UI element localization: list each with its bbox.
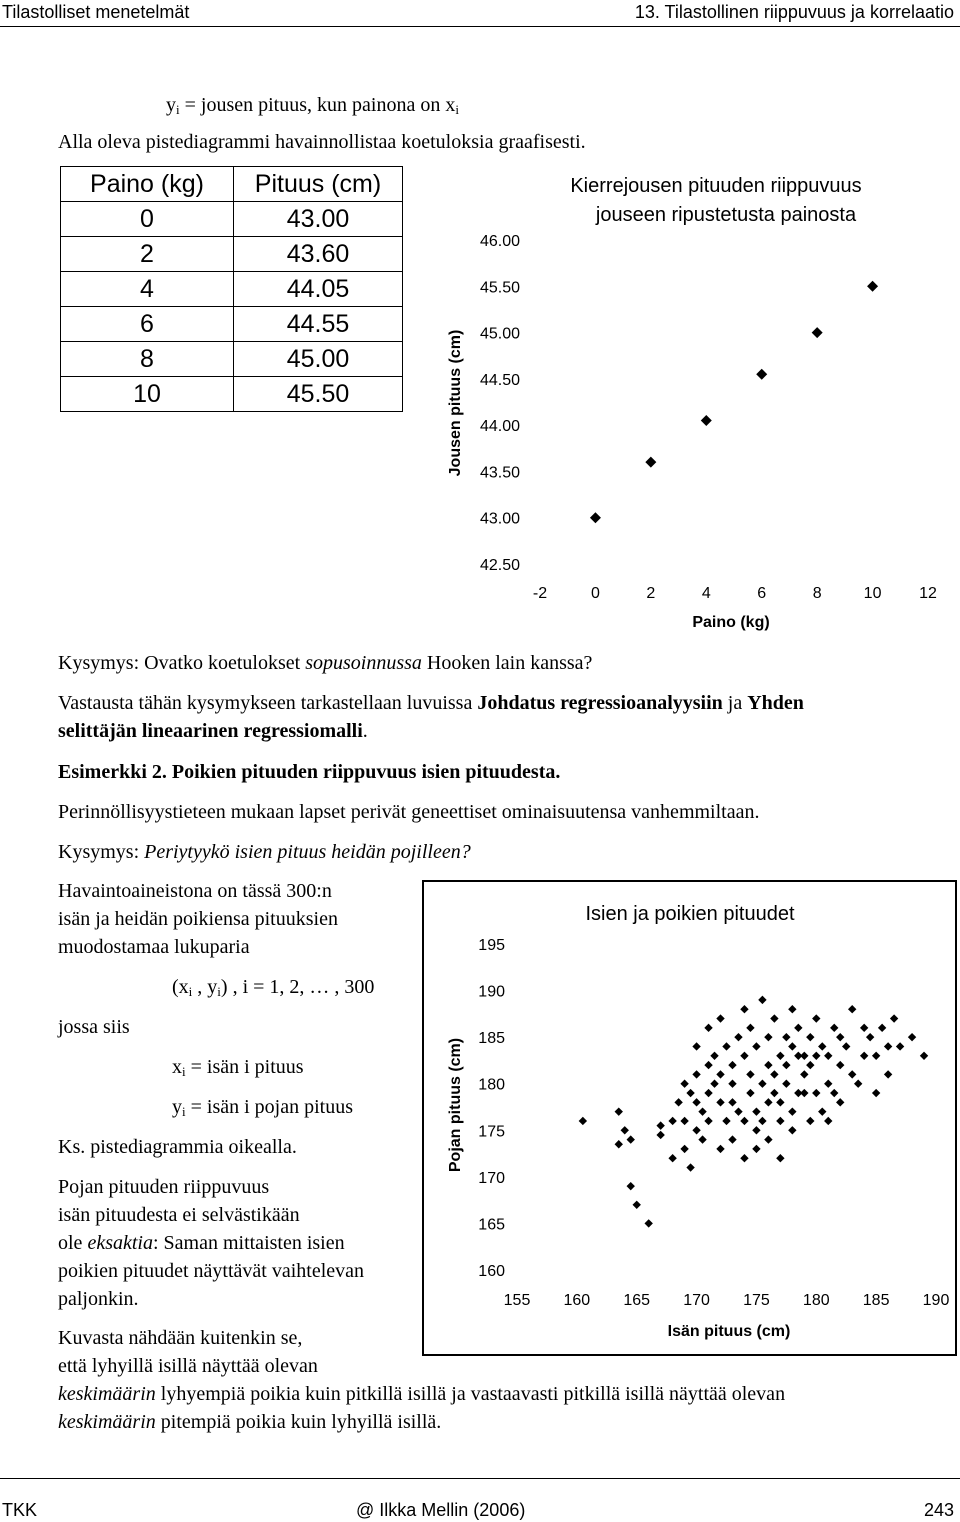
chart2-point xyxy=(764,1061,772,1069)
chart2-point xyxy=(615,1140,623,1148)
chart2-point xyxy=(776,1154,784,1162)
chart2-point xyxy=(692,1070,700,1078)
chart2-point xyxy=(860,1024,868,1032)
chart2-point xyxy=(896,1042,904,1050)
data-description-line1: Havaintoaineistona on tässä 300:n xyxy=(58,880,332,902)
conclusion-line3-rest: lyhyempiä poikia kuin pitkillä isillä ja vastaavasti pitkillä isillä näyttää olevan xyxy=(155,1383,786,1405)
chart2-point xyxy=(764,1135,772,1143)
chart2-point xyxy=(716,1098,724,1106)
chart2-point xyxy=(579,1117,587,1125)
chart2-point xyxy=(752,1107,760,1115)
def-x-sub: i xyxy=(455,102,459,117)
chart2-point xyxy=(764,1098,772,1106)
chart2-point xyxy=(800,1070,808,1078)
chart2-point xyxy=(758,1080,766,1088)
yi-sub: i xyxy=(182,1104,186,1119)
pair-sub-1: i xyxy=(188,984,193,999)
question-hooke-suffix: Hooken lain kanssa? xyxy=(421,652,593,674)
chart1-y-tick-label: 42.50 xyxy=(479,557,520,574)
chart2-point xyxy=(878,1024,886,1032)
pair-formula xyxy=(172,973,374,1006)
chart2-point xyxy=(764,1033,772,1041)
chart2-y-tick-label: 160 xyxy=(478,1263,505,1280)
chart2-point xyxy=(830,1024,838,1032)
chart2-point xyxy=(704,1024,712,1032)
chart2-point xyxy=(842,1042,850,1050)
table-row xyxy=(61,272,403,307)
chart1-y-tick-labels xyxy=(480,233,520,574)
chart2-point xyxy=(734,1107,742,1115)
chart2-point xyxy=(668,1117,676,1125)
chart2-point xyxy=(794,1024,802,1032)
chart1-x-tick-label: 6 xyxy=(757,585,767,602)
pair-sub-2: i xyxy=(217,984,221,999)
header-rule xyxy=(0,26,960,27)
chart2-point xyxy=(722,1042,730,1050)
chart2-point xyxy=(698,1107,706,1115)
chart1-point xyxy=(645,457,656,468)
chart2-point xyxy=(716,1070,724,1078)
chart2-point xyxy=(872,1052,880,1060)
table-header-row xyxy=(61,167,403,202)
table-cell: 44.55 xyxy=(234,307,403,342)
chart1-point xyxy=(590,512,601,523)
chart2-point xyxy=(746,1089,754,1097)
chart2-point xyxy=(752,1145,760,1153)
chart2-point xyxy=(776,1117,784,1125)
table-row xyxy=(61,377,403,412)
chart2-x-tick-label: 185 xyxy=(862,1292,890,1309)
chart2-point xyxy=(770,1070,778,1078)
chart2-point xyxy=(836,1033,844,1041)
chart2-point xyxy=(728,1098,736,1106)
chart2-point xyxy=(680,1145,688,1153)
chart2-y-tick-label: 190 xyxy=(478,983,505,1001)
def-y: y xyxy=(166,94,176,116)
chart2-point xyxy=(680,1080,688,1088)
chart2-point xyxy=(758,996,766,1004)
chart1-y-tick-label: 45.50 xyxy=(479,279,520,297)
question-hooke-italic: sopusoinnussa xyxy=(305,652,422,674)
example-line1: Perinnöllisyystieteen mukaan lapset perivät geneettiset ominaisuutensa vanhemmiltaan. xyxy=(58,801,760,823)
chart2-point xyxy=(698,1135,706,1143)
chart2-point xyxy=(848,1005,856,1013)
chart1-x-tick-labels xyxy=(533,585,937,602)
chart1-title-line2: jouseen ripustetusta painosta xyxy=(595,204,857,226)
table-cell: 10 xyxy=(61,377,234,412)
conclusion-line4 xyxy=(58,1408,441,1436)
chart2-point xyxy=(806,1033,814,1041)
chart2-point xyxy=(716,1145,724,1153)
chart2-point xyxy=(686,1089,694,1097)
chart2-point xyxy=(686,1163,694,1171)
footer-rule xyxy=(0,1478,960,1479)
chart2-point xyxy=(824,1052,832,1060)
answer-prefix: Vastausta tähän kysymykseen tarkastellaan luvuissa xyxy=(58,692,478,714)
running-header-right: 13. Tilastollinen riippuvuus ja korrelaatio xyxy=(634,2,954,22)
chart2-xlabel: Isän pituus (cm) xyxy=(667,1323,791,1340)
chart2-y-tick-label: 170 xyxy=(478,1169,505,1187)
chart2-point xyxy=(734,1033,742,1041)
chart2-x-tick-labels xyxy=(504,1292,950,1309)
table-row xyxy=(61,202,403,237)
chart2-point xyxy=(788,1107,796,1115)
footer-left: TKK xyxy=(2,1500,38,1520)
chart1-x-tick-label: -2 xyxy=(532,585,548,602)
chart2-point xyxy=(644,1219,652,1227)
table-cell: 43.60 xyxy=(234,237,403,272)
table-cell: 43.00 xyxy=(234,202,403,237)
chart2-point xyxy=(776,1098,784,1106)
pair-close: ) , i = 1, 2, … , 300 xyxy=(220,976,375,998)
chart2-x-tick-label: 165 xyxy=(623,1292,651,1309)
chart2-point xyxy=(806,1117,814,1125)
chart1-xlabel: Paino (kg) xyxy=(692,614,770,631)
chart2-y-tick-label: 175 xyxy=(478,1123,505,1141)
chart2-point xyxy=(728,1061,736,1069)
answer-paragraph-line1 xyxy=(58,689,804,717)
height-scatter-chart xyxy=(420,878,960,1360)
chart2-point xyxy=(890,1014,898,1022)
chart2-point xyxy=(710,1080,718,1088)
footer-page-number: 243 xyxy=(923,1500,954,1520)
chart2-point xyxy=(674,1098,682,1106)
variation-line5: paljonkin. xyxy=(58,1288,139,1310)
answer-bold-chapter1: Johdatus regressioanalyysiin xyxy=(477,692,723,714)
chart2-x-tick-label: 160 xyxy=(563,1292,591,1309)
chart2-point xyxy=(627,1182,635,1190)
chart1-x-tick-label: 0 xyxy=(590,585,600,602)
chart2-point xyxy=(854,1080,862,1088)
chart2-point xyxy=(860,1052,868,1060)
xi-definition xyxy=(172,1053,304,1086)
chart2-point xyxy=(800,1089,808,1097)
chart1-title-line1: Kierrejousen pituuden riippuvuus xyxy=(570,175,862,197)
chart2-point xyxy=(782,1033,790,1041)
chart2-point xyxy=(788,1042,796,1050)
chart2-point xyxy=(752,1042,760,1050)
variation-line4: poikien pituudet näyttävät vaihtelevan xyxy=(58,1260,365,1282)
example-question-prefix: Kysymys: xyxy=(58,841,145,863)
chart2-x-tick-label: 170 xyxy=(683,1292,710,1309)
chart1-y-tick-label: 45.00 xyxy=(479,325,520,343)
table-cell: 44.05 xyxy=(234,272,403,307)
def-y-sub: i xyxy=(176,102,180,117)
chart2-point xyxy=(680,1117,688,1125)
chart2-point xyxy=(776,1052,784,1060)
chart2-point xyxy=(884,1070,892,1078)
answer-bold-chapter2-start: Yhden xyxy=(747,692,804,714)
chart2-point xyxy=(782,1061,790,1069)
chart2-point xyxy=(627,1135,635,1143)
chart2-x-tick-label: 180 xyxy=(802,1292,830,1309)
table-cell: 8 xyxy=(61,342,234,377)
variation-line2: isän pituudesta ei selvästikään xyxy=(58,1204,300,1226)
see-scatter-note: Ks. pistediagrammia oikealla. xyxy=(58,1136,297,1158)
chart1-y-tick-label: 44.50 xyxy=(479,371,520,389)
table-cell: 4 xyxy=(61,272,234,307)
answer-paragraph-line2 xyxy=(58,717,368,745)
chart2-point xyxy=(728,1135,736,1143)
chart1-points xyxy=(590,281,878,523)
pair-open: (x xyxy=(172,976,189,998)
conclusion-line4-italic: keskimäärin xyxy=(58,1411,156,1433)
spring-scatter-chart xyxy=(420,160,960,640)
example-question xyxy=(58,838,471,866)
chart2-point xyxy=(710,1052,718,1060)
xi-rest: = isän i pituus xyxy=(185,1056,304,1078)
chart2-point xyxy=(746,1070,754,1078)
weight-length-table xyxy=(60,166,403,412)
chart2-point xyxy=(728,1080,736,1088)
answer-mid: ja xyxy=(722,692,748,714)
conclusion-line3 xyxy=(58,1380,785,1408)
chart2-point xyxy=(704,1061,712,1069)
chart2-point xyxy=(615,1107,623,1115)
chart2-point xyxy=(722,1117,730,1125)
question-hooke-prefix: Kysymys: Ovatko koetulokset xyxy=(58,652,306,674)
question-hooke xyxy=(58,649,592,677)
chart1-point xyxy=(701,415,712,426)
chart2-point xyxy=(824,1117,832,1125)
conclusion-line2: että lyhyillä isillä näyttää olevan xyxy=(58,1355,318,1377)
chart2-point xyxy=(633,1201,641,1209)
chart2-point xyxy=(704,1117,712,1125)
example-question-italic: Periytyykö isien pituus heidän pojilleen? xyxy=(144,841,471,863)
footer-center: @ Ilkka Mellin (2006) xyxy=(356,1500,526,1520)
chart2-point xyxy=(621,1126,629,1134)
data-description-line3: muodostamaa lukuparia xyxy=(58,936,250,958)
chart2-y-tick-labels xyxy=(478,937,505,1280)
chart2-point xyxy=(872,1089,880,1097)
chart1-x-tick-label: 8 xyxy=(812,585,822,602)
table-row xyxy=(61,342,403,377)
chart2-point xyxy=(920,1052,928,1060)
intro-sentence: Alla oleva pistediagrammi havainnollistaa koetuloksia graafisesti. xyxy=(58,131,586,153)
chart2-point xyxy=(656,1121,664,1129)
table-row xyxy=(61,237,403,272)
chart2-point xyxy=(866,1033,874,1041)
chart2-point xyxy=(740,1117,748,1125)
jossa-siis: jossa siis xyxy=(58,1016,130,1038)
chart2-y-tick-label: 165 xyxy=(478,1216,505,1234)
chart2-point xyxy=(716,1014,724,1022)
data-description-line2: isän ja heidän poikiensa pituuksien xyxy=(58,908,338,930)
chart2-point xyxy=(704,1089,712,1097)
chart2-y-tick-label: 180 xyxy=(478,1076,505,1094)
xi-symbol: x xyxy=(172,1056,182,1078)
chart1-point xyxy=(812,327,823,338)
chart2-point xyxy=(788,1126,796,1134)
variation-line3 xyxy=(58,1229,345,1257)
conclusion-line4-rest: pitempiä poikia kuin lyhyillä isillä. xyxy=(155,1411,442,1433)
chart2-point xyxy=(740,1154,748,1162)
chart2-x-tick-label: 190 xyxy=(922,1292,950,1309)
chart2-point xyxy=(818,1107,826,1115)
chart2-x-tick-label: 155 xyxy=(503,1292,531,1309)
chart2-point xyxy=(812,1052,820,1060)
chart2-point xyxy=(692,1126,700,1134)
chart2-point xyxy=(740,1052,748,1060)
yi-rest: = isän i pojan pituus xyxy=(185,1096,354,1118)
variation-line3-post: : Saman mittaisten isien xyxy=(152,1232,345,1254)
chart2-point xyxy=(830,1089,838,1097)
table-cell: 6 xyxy=(61,307,234,342)
chart2-point xyxy=(818,1042,826,1050)
chart1-y-tick-label: 44.00 xyxy=(479,418,520,436)
table-cell: 45.00 xyxy=(234,342,403,377)
chart2-point xyxy=(692,1098,700,1106)
chart2-point xyxy=(836,1098,844,1106)
running-header-left: Tilastolliset menetelmät xyxy=(2,2,190,22)
chart1-x-tick-label: 10 xyxy=(863,585,882,602)
variation-line3-pre: ole xyxy=(58,1232,88,1254)
conclusion-line1: Kuvasta nähdään kuitenkin se, xyxy=(58,1327,303,1349)
table-cell: 0 xyxy=(61,202,234,237)
chart2-point xyxy=(800,1052,808,1060)
chart2-point xyxy=(812,1014,820,1022)
yi-definition xyxy=(172,1093,353,1126)
chart2-points xyxy=(579,996,929,1228)
chart1-y-tick-label: 46.00 xyxy=(479,233,520,250)
chart2-point xyxy=(746,1024,754,1032)
conclusion-line3-italic: keskimäärin xyxy=(58,1383,156,1405)
chart2-point xyxy=(656,1131,664,1139)
chart2-point xyxy=(692,1042,700,1050)
chart2-point xyxy=(788,1005,796,1013)
chart2-point xyxy=(770,1014,778,1022)
definition-line xyxy=(166,91,459,124)
chart2-x-tick-label: 175 xyxy=(743,1292,770,1309)
chart2-title: Isien ja poikien pituudet xyxy=(585,903,795,925)
yi-symbol: y xyxy=(172,1096,182,1118)
chart1-x-tick-label: 4 xyxy=(701,585,711,602)
chart2-point xyxy=(770,1089,778,1097)
chart2-point xyxy=(848,1070,856,1078)
answer-end: . xyxy=(362,720,368,742)
chart2-point xyxy=(824,1080,832,1088)
def-eq: = jousen pituus, kun painona on x xyxy=(179,94,456,116)
chart2-point xyxy=(908,1033,916,1041)
answer-bold-chapter2-end: selittäjän lineaarinen regressiomalli xyxy=(58,720,363,742)
chart2-y-tick-label: 195 xyxy=(478,937,505,954)
chart2-point xyxy=(836,1061,844,1069)
chart2-point xyxy=(752,1126,760,1134)
variation-line1: Pojan pituuden riippuvuus xyxy=(58,1176,270,1198)
chart1-point xyxy=(756,369,767,380)
chart2-point xyxy=(740,1005,748,1013)
example-heading: Esimerkki 2. Poikien pituuden riippuvuus isien pituudesta. xyxy=(58,761,561,783)
chart1-x-tick-label: 12 xyxy=(919,585,937,602)
chart1-ylabel: Jousen pituus (cm) xyxy=(447,329,464,477)
chart2-y-tick-label: 185 xyxy=(478,1030,505,1048)
chart1-y-tick-label: 43.00 xyxy=(479,510,520,528)
table-cell: 45.50 xyxy=(234,377,403,412)
table-header-weight: Paino (kg) xyxy=(61,167,234,202)
chart2-ylabel: Pojan pituus (cm) xyxy=(447,1037,464,1173)
table-cell: 2 xyxy=(61,237,234,272)
pair-comma: , y xyxy=(192,976,218,998)
xi-sub: i xyxy=(182,1064,186,1079)
chart2-point xyxy=(758,1117,766,1125)
table-row xyxy=(61,307,403,342)
table-header-length: Pituus (cm) xyxy=(234,167,403,202)
chart2-point xyxy=(806,1061,814,1069)
chart2-point xyxy=(884,1042,892,1050)
chart1-x-tick-label: 2 xyxy=(646,585,656,602)
chart1-point xyxy=(867,281,878,292)
chart2-point xyxy=(812,1089,820,1097)
variation-line3-italic: eksaktia xyxy=(87,1232,153,1254)
chart2-point xyxy=(668,1154,676,1162)
chart2-point xyxy=(782,1080,790,1088)
chart1-y-tick-label: 43.50 xyxy=(479,464,520,482)
